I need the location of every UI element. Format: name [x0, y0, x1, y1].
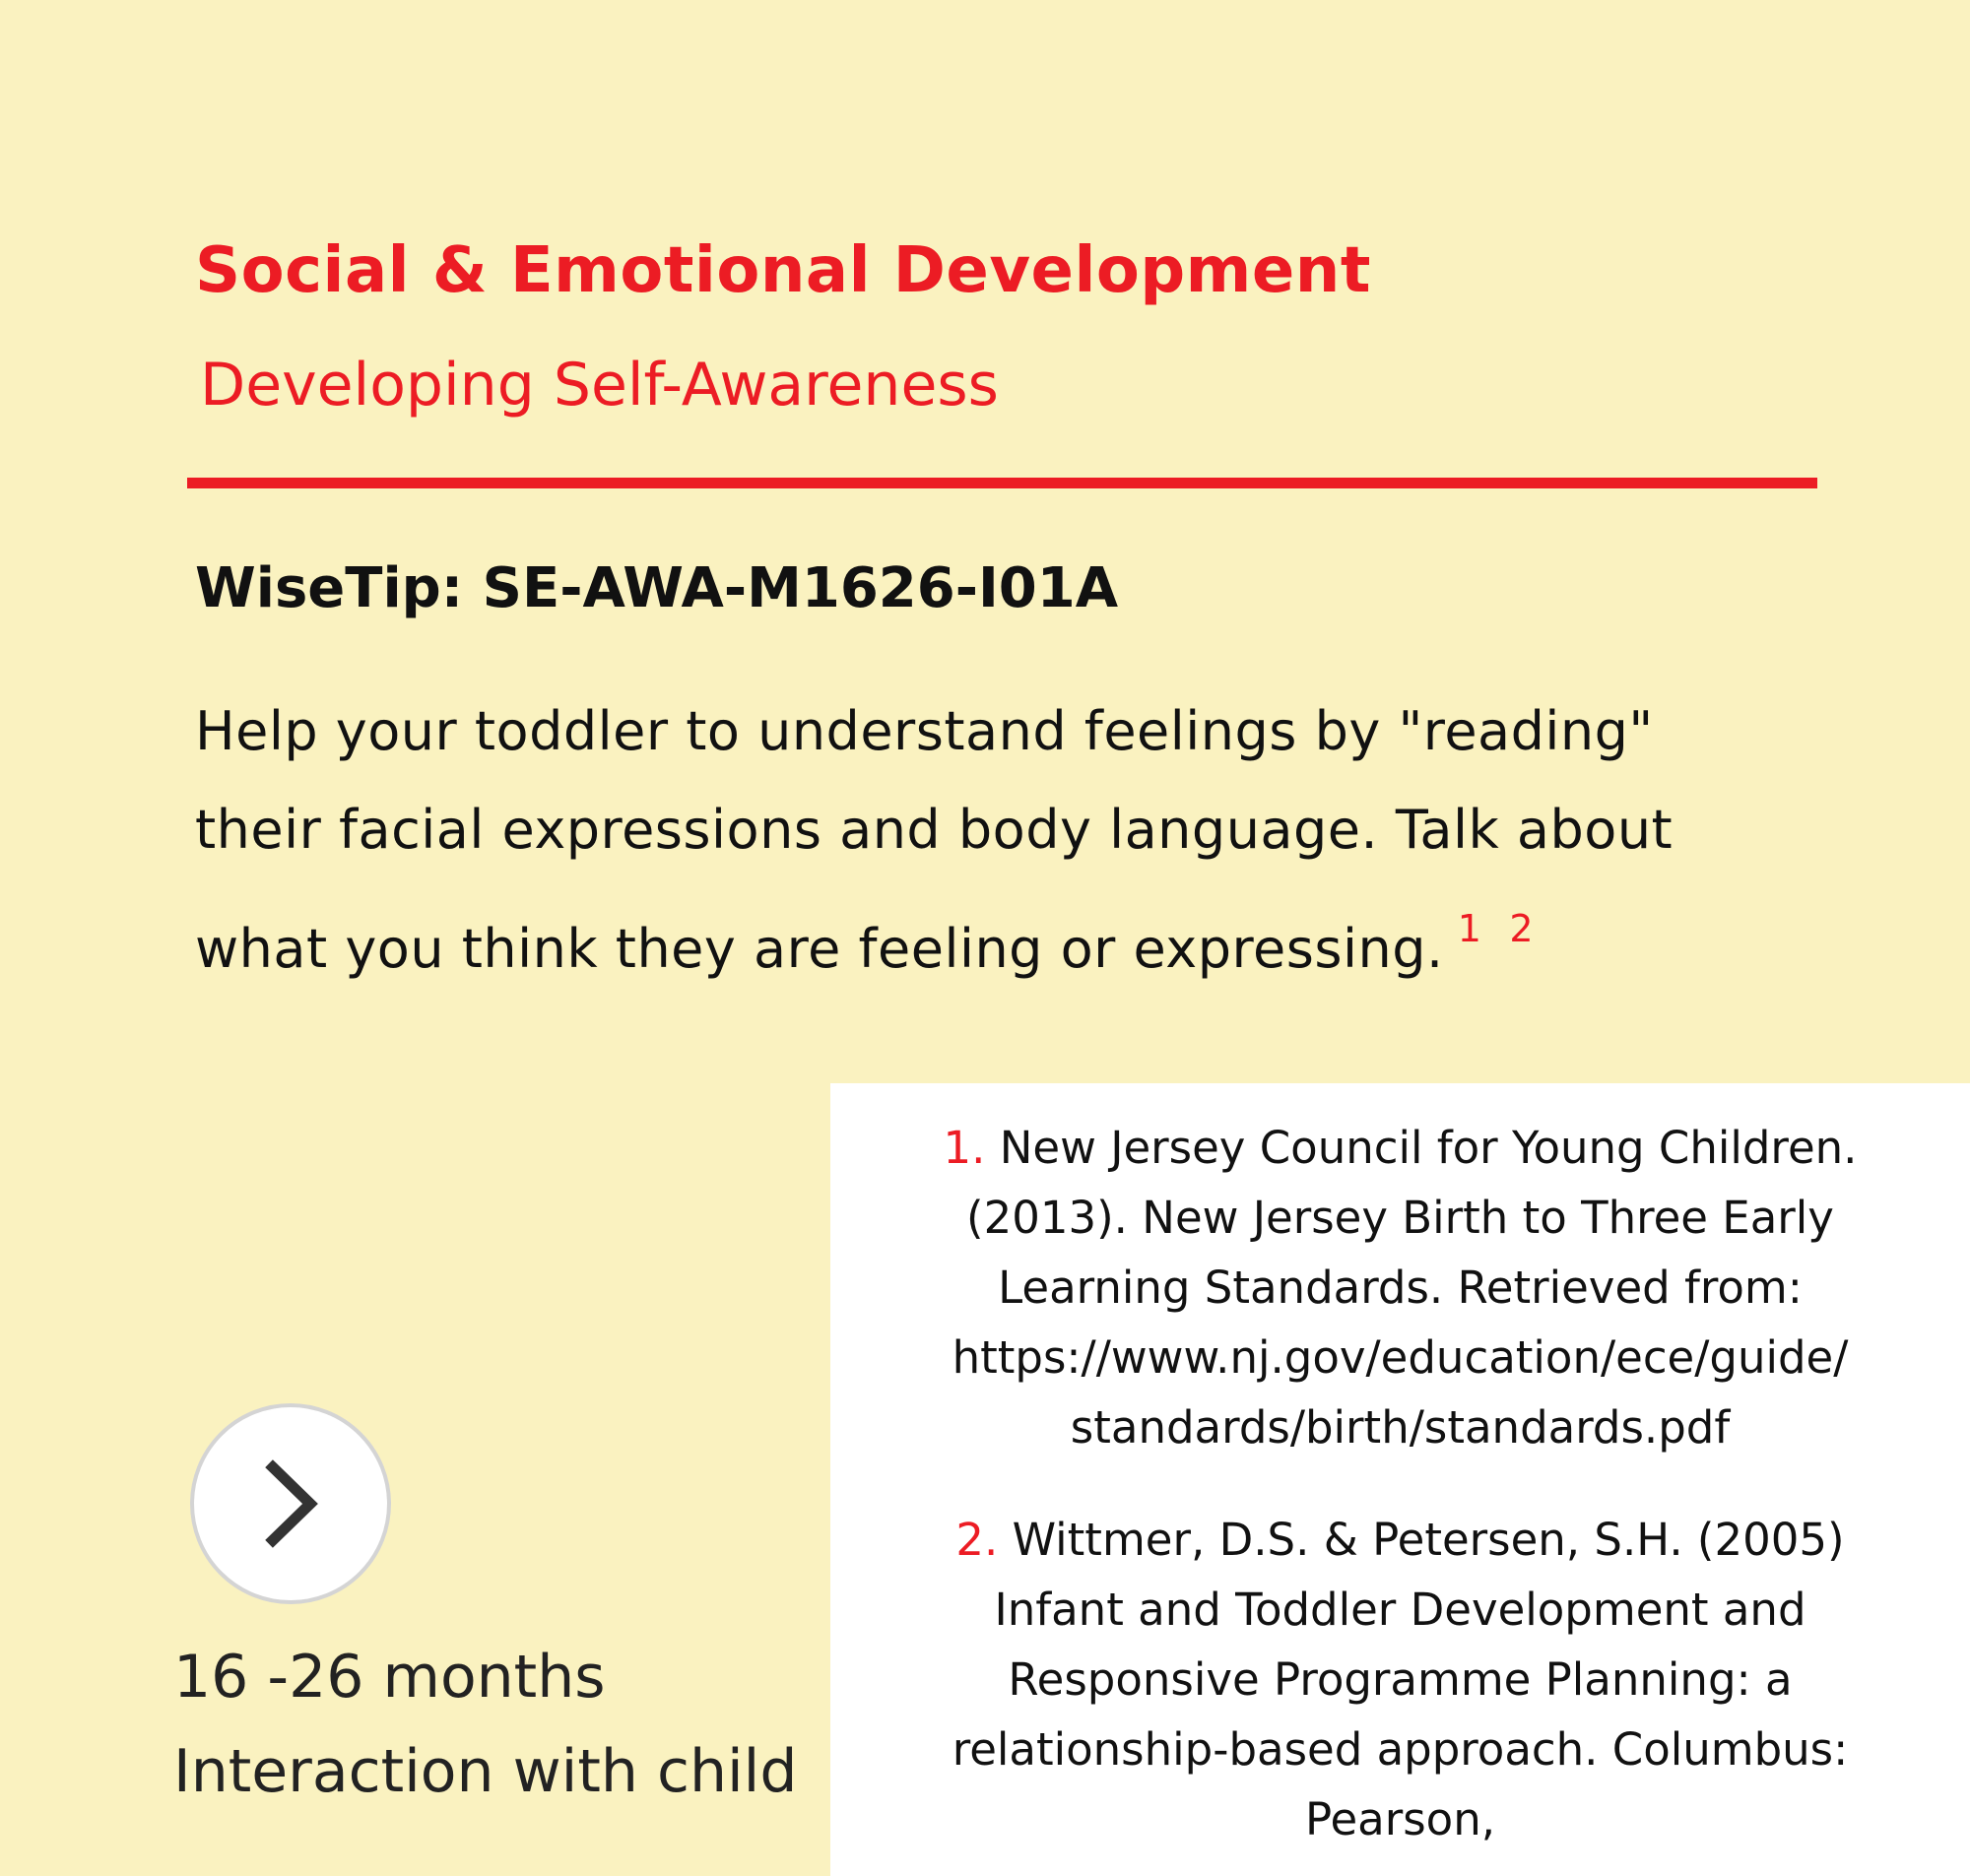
reference-1 [830, 1113, 1970, 1462]
reference-line: relationship-based approach. Columbus: [952, 1723, 1849, 1776]
reference-line: (2013). New Jersey Birth to Three Early [966, 1192, 1834, 1244]
section-subtitle: Developing Self-Awareness [200, 351, 999, 420]
references-panel [830, 1083, 1970, 1876]
footnote-marker-2[interactable]: 2 [1509, 907, 1535, 950]
section-title: Social & Emotional Development [195, 234, 1371, 307]
reference-2 [830, 1505, 1970, 1854]
reference-link[interactable]: https://www.nj.gov/education/ece/guide/ [952, 1331, 1849, 1384]
reference-line: Infant and Toddler Development and [994, 1584, 1806, 1636]
tip-line: their facial expressions and body language. Talk about [195, 799, 1674, 861]
reference-link[interactable]: standards/birth/standards.pdf [1070, 1401, 1731, 1454]
age-range: 16 -26 months [173, 1643, 606, 1712]
tip-line-last [195, 879, 1958, 999]
reference-line: Learning Standards. Retrieved from: [998, 1261, 1803, 1314]
wisetip-id: WiseTip: SE-AWA-M1626-I01A [195, 556, 1119, 620]
tip-line: Help your toddler to understand feelings by "reading" [195, 700, 1654, 762]
tip-line: what you think they are feeling or expressing. [195, 918, 1444, 980]
reference-text: Wittmer, D.S. & Petersen, S.H. (2005) [1012, 1514, 1845, 1566]
next-button[interactable] [190, 1403, 391, 1604]
footnote-marker-1[interactable]: 1 [1457, 907, 1482, 950]
tip-text [195, 682, 1958, 999]
reference-line: Responsive Programme Planning: a [1008, 1653, 1793, 1706]
chevron-right-icon [261, 1459, 320, 1548]
reference-number: 1. [943, 1122, 986, 1174]
tip-meta [173, 1630, 797, 1819]
reference-line [830, 1505, 1970, 1575]
interaction-category: Interaction with child [173, 1737, 798, 1806]
reference-number: 2. [955, 1514, 999, 1566]
reference-line [830, 1113, 1970, 1183]
reference-text: New Jersey Council for Young Children. [999, 1122, 1858, 1174]
reference-line: Pearson, [1304, 1793, 1496, 1845]
title-divider [187, 478, 1817, 488]
